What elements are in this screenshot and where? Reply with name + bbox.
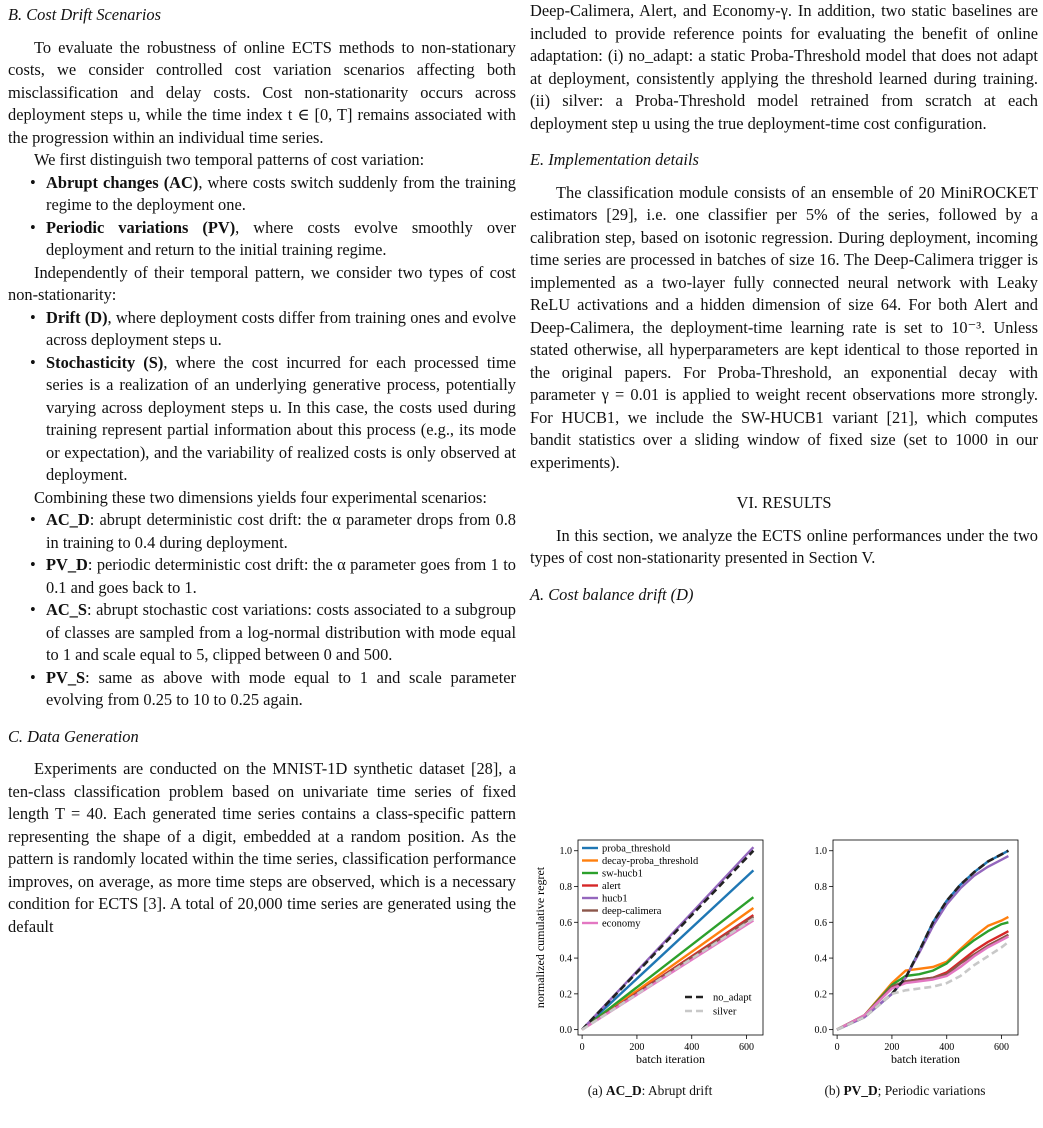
y-tick-label: 0.6 xyxy=(559,917,572,929)
y-tick-label: 0.0 xyxy=(814,1025,827,1037)
y-tick-label: 0.8 xyxy=(814,882,827,894)
x-tick-label: 400 xyxy=(684,1042,700,1053)
list-item: • PV_D: periodic deterministic cost drift: the α parameter goes from 1 to 0.1 and goes back to 1. xyxy=(8,554,516,599)
y-tick-label: 1.0 xyxy=(559,846,572,858)
y-tick-label: 0.2 xyxy=(559,989,572,1001)
caption-b: (b) PV_D; Periodic variations xyxy=(824,1083,986,1098)
section-d-continuation: Deep-Calimera, Alert, and Economy-γ. In addition, two static baselines are included to provide reference points for evaluating the benefit of online adaptation: (i) no_adapt: a static Proba-Threshold model that does not adapt at deployment, consistently applying the threshold learned during training. (ii) silver: a Proba-Threshold model retrained from scratch at each deployment step u using the true deployment-time cost configuration. xyxy=(530,1,1038,133)
series-line-sw-hucb1 xyxy=(837,922,1008,1029)
y-axis-label: normalized cumulative regret xyxy=(533,866,547,1009)
series-line-proba_threshold xyxy=(837,851,1008,1030)
legend-label: hucb1 xyxy=(602,893,628,905)
non-stationarity-types-list xyxy=(8,307,516,487)
section-vi-title: VI. RESULTS xyxy=(736,493,832,512)
y-tick-label: 0.0 xyxy=(559,1025,572,1037)
legend-label: proba_threshold xyxy=(602,843,671,855)
chart-ac-d xyxy=(530,828,770,1078)
x-tick-label: 0 xyxy=(579,1042,585,1053)
y-tick-label: 0.6 xyxy=(814,917,827,929)
figure-cost-drift xyxy=(530,828,1038,1128)
section-b-paragraph-3: Independently of their temporal pattern, we consider two types of cost non-stationarity: xyxy=(8,262,516,304)
x-tick-label: 400 xyxy=(939,1042,955,1053)
caption-a: (a) AC_D: Abrupt drift xyxy=(587,1083,713,1098)
series-line-silver xyxy=(837,942,1008,1030)
series-line-no_adapt xyxy=(837,851,1008,1030)
list-item: • Abrupt changes (AC), where costs switch suddenly from the training regime to the deployment one. xyxy=(8,172,516,217)
scenarios-list xyxy=(8,509,516,712)
x-tick-label: 200 xyxy=(884,1042,900,1053)
legend-label: decay-proba_threshold xyxy=(602,856,699,867)
right-column xyxy=(530,0,1038,616)
y-tick-label: 0.4 xyxy=(559,953,572,965)
list-item: • PV_S: same as above with mode equal to 1 and scale parameter evolving from 0.25 to 10 to 0.25 again. xyxy=(8,667,516,712)
list-item: • Drift (D), where deployment costs differ from training ones and evolve across deployment steps u. xyxy=(8,307,516,352)
y-tick-label: 0.4 xyxy=(814,953,827,965)
section-b-paragraph-2: We first distinguish two temporal patterns of cost variation: xyxy=(34,150,425,169)
legend-label: economy xyxy=(602,918,641,930)
section-b-title: B. Cost Drift Scenarios xyxy=(8,5,161,24)
legend-label: alert xyxy=(602,881,621,892)
y-tick-label: 0.2 xyxy=(814,989,827,1001)
section-vi-paragraph-1: In this section, we analyze the ECTS online performances under the two types of cost non-stationarity presented in Section V. xyxy=(530,525,1038,567)
temporal-patterns-list xyxy=(8,172,516,262)
x-axis-label: batch iteration xyxy=(636,1052,705,1066)
left-column xyxy=(8,0,516,938)
x-tick-label: 200 xyxy=(629,1042,645,1053)
list-item: • AC_D: abrupt deterministic cost drift: the α parameter drops from 0.8 in training to 0.4 during deployment. xyxy=(8,509,516,554)
section-a-title: A. Cost balance drift (D) xyxy=(530,584,694,604)
legend-label: no_adapt xyxy=(713,992,752,1004)
list-item: • AC_S: abrupt stochastic cost variations: costs associated to a subgroup of classes are sampled from a log-normal distribution with mode equal to 1 and scale equal to 5, clipped between 0 and 500. xyxy=(8,599,516,667)
legend-label: sw-hucb1 xyxy=(602,868,643,880)
section-b-paragraph-1: To evaluate the robustness of online ECTS methods to non-stationary costs, we consider controlled cost variation scenarios affecting both misclassification and delay costs. Cost non-stationarity occurs across deployment steps u, while the time index t ∈ [0, T] remains associated with the progression within an individual time series. xyxy=(8,37,516,147)
legend-label: silver xyxy=(713,1006,737,1018)
x-tick-label: 600 xyxy=(994,1042,1010,1053)
y-tick-label: 0.8 xyxy=(559,882,572,894)
x-tick-label: 0 xyxy=(834,1042,840,1053)
section-c-paragraph-1: Experiments are conducted on the MNIST-1D synthetic dataset [28], a ten-class classification problem based on univariate time series of fixed length T = 40. Each generated time series contains a class-specific pattern representing the shape of a digit, embedded at a random position. As the pattern is randomly located within the time series, classification performance improves, on average, as more time steps are observed, which is a necessary condition for ECTS [3]. A total of 20,000 time series are generated using the default xyxy=(8,759,516,936)
section-b-paragraph-4: Combining these two dimensions yields four experimental scenarios: xyxy=(34,487,487,507)
section-e-title: E. Implementation details xyxy=(530,150,699,169)
section-c-title: C. Data Generation xyxy=(8,726,139,746)
chart-pv-d xyxy=(785,828,1025,1078)
section-e-paragraph-1: The classification module consists of an ensemble of 20 MiniROCKET estimators [29], i.e. one classifier per 5% of the series, followed by a calibration step, based on isotonic regression. During deployment, incoming time series are processed in batches of size 16. The Deep-Calimera trigger is implemented as a two-layer fully connected neural network with Leaky ReLU activations and a hidden dimension of size 64. For both Alert and Deep-Calimera, the deployment-time learning rate is set to 10⁻³. Unless stated otherwise, all hyperparameters are kept identical to those reported in the original papers. For Proba-Threshold, an exponential decay with parameter γ = 0.01 is applied to weight recent observations more strongly. For HUCB1, we include the SW-HUCB1 variant [21], which computes bandit statistics over a sliding window of fixed size (set to 1000 in our experiments). xyxy=(530,182,1038,472)
series-line-economy xyxy=(837,937,1008,1030)
x-axis-label: batch iteration xyxy=(891,1052,960,1066)
list-item: • Stochasticity (S), where the cost incurred for each processed time series is a realization of an underlying generative process, potentially varying across deployment steps u. In this case, the costs used during training represent partial information about this process (e.g., its mode or expectation), and the variability of realized costs is only observed at deployment. xyxy=(8,352,516,487)
x-tick-label: 600 xyxy=(739,1042,755,1053)
y-tick-label: 1.0 xyxy=(814,846,827,858)
legend-label: deep-calimera xyxy=(602,906,662,917)
list-item: • Periodic variations (PV), where costs evolve smoothly over deployment and return to the initial training regime. xyxy=(8,217,516,262)
